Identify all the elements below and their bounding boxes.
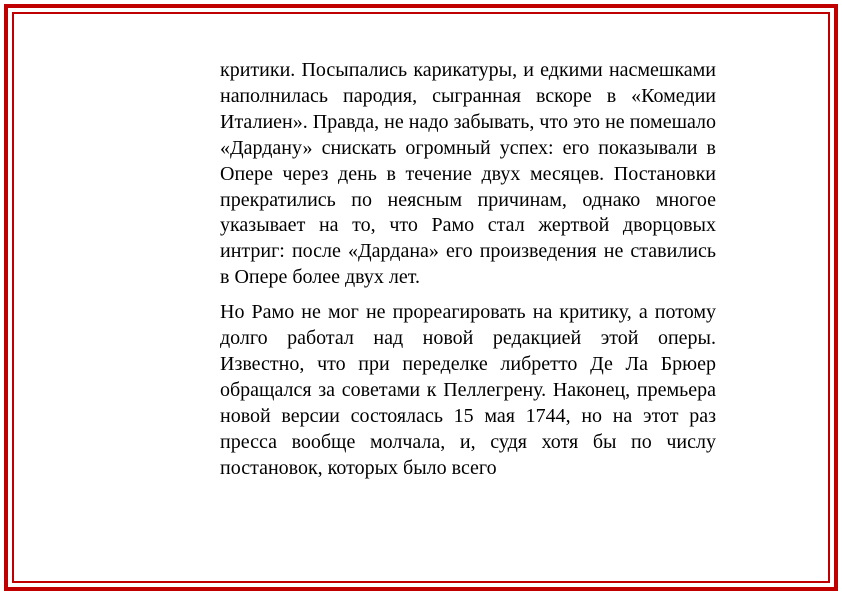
paragraph-2: Но Рамо не мог не прореагировать на критику, а потому долго работал над новой редакцией этой оперы. Известно, что при переделке либретто Де Ла Брюер обращался за советами к Пеллегрену. Наконец, премьера новой версии состоялась 15 мая 1744, но на этот раз пресса вообще молчала, и, судя хотя бы по числу постановок, которых было всего [220, 301, 716, 479]
slide-text-block [220, 58, 716, 482]
paragraph-1: критики. Посыпались карикатуры, и едкими насмешками наполнилась пародия, сыгранная вскоре в «Комедии Италиен». Правда, не надо забывать, что это не помешало «Дардану» снискать огромный успех: его показывали в Опере через день в течение двух месяцев. Постановки прекратились по неясным причинам, однако многое указывает на то, что Рамо стал жертвой дворцовых интриг: после «Дардана» его произведения не ставились в Опере более двух лет. [220, 59, 716, 289]
